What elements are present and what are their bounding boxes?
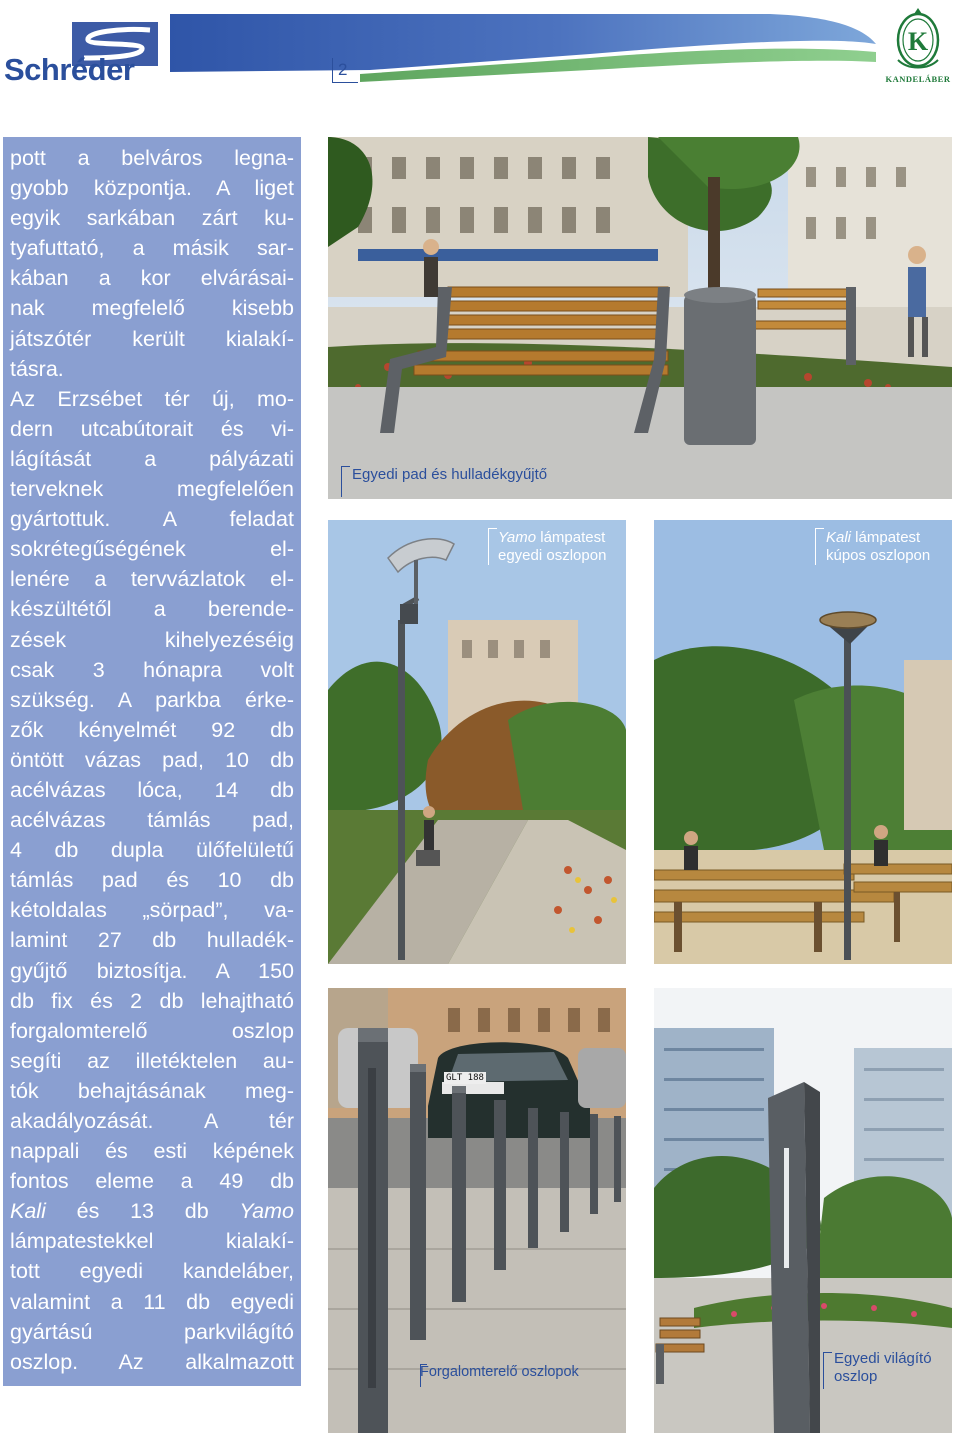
caption-bollards: Forgalomterelő oszlopok — [420, 1364, 579, 1380]
caption-kali-italic: Kali — [826, 529, 852, 546]
article-line: acélvázas támlás pad, — [10, 808, 294, 833]
article-line: Kali és 13 db Yamo — [10, 1199, 294, 1224]
article-line: készültétől a berende- — [10, 597, 294, 622]
caption-bracket — [488, 528, 497, 565]
page-number-underline — [332, 82, 358, 83]
caption-custom-line2: oszlop — [834, 1368, 878, 1385]
article-line: támlás pad és 10 db — [10, 868, 294, 893]
caption-bench: Egyedi pad és hulladékgyűjtő — [352, 466, 548, 483]
partner-logo-letter: K — [907, 27, 929, 56]
caption-yamo-rest: lámpatest — [536, 529, 606, 546]
article-line: fontos eleme a 49 db — [10, 1169, 294, 1194]
photo-yamo-lamp — [328, 520, 626, 964]
header-band — [170, 14, 880, 86]
article-line: dern utcabútorait és vi- — [10, 416, 294, 441]
article-line: lamint 27 db hulladék- — [10, 928, 294, 953]
article-line: akadályozását. A tér — [10, 1109, 294, 1133]
article-line: Az Erzsébet tér új, mo- — [10, 386, 294, 411]
article-line: egyik sarkában zárt ku- — [10, 206, 294, 231]
photo-kali-lamp — [654, 520, 952, 964]
caption-custom-line1: Egyedi világító — [834, 1350, 932, 1367]
article-line: sokrétegűségének el- — [10, 537, 294, 562]
article-line: tásra. — [10, 356, 64, 381]
article-line: lámpatestekkel kialakí- — [10, 1229, 294, 1254]
product-name: Kali — [10, 1199, 46, 1224]
article-line: terveknek megfelelően — [10, 477, 294, 502]
product-name: Yamo — [239, 1199, 294, 1224]
caption-yamo-line2: egyedi oszlopon — [498, 547, 607, 564]
article-line: lenére a tervvázlatok el- — [10, 567, 294, 592]
article-line: szükség. A parkba érke- — [10, 687, 294, 712]
caption-kali-line2: kúpos oszlopon — [826, 547, 931, 564]
caption-bracket — [823, 1352, 832, 1389]
caption-bracket — [420, 1364, 427, 1387]
article-line: valamint a 11 db egyedi — [10, 1289, 294, 1314]
article-line: kétoldalas „sörpad”, va- — [10, 898, 294, 923]
article-line: acélvázas lóca, 14 db — [10, 777, 294, 802]
article-line: tott egyedi kandeláber, — [10, 1259, 294, 1284]
article-line: játszótér került kialakí- — [10, 326, 294, 351]
photo-bench-and-bin — [328, 137, 952, 499]
caption-yamo-italic: Yamo — [498, 529, 537, 546]
article-line: zők kényelmét 92 db — [10, 717, 294, 742]
caption-kali-rest: lámpatest — [851, 529, 921, 546]
page-number: 2 — [338, 60, 348, 79]
article-line: nappali és esti képének — [10, 1139, 294, 1164]
caption-bracket — [341, 466, 350, 497]
schreder-logo — [0, 10, 162, 90]
caption-kali — [826, 529, 930, 565]
article-line: tók behajtásának meg- — [10, 1078, 294, 1103]
article-line: 4 db dupla ülőfelületű — [10, 838, 294, 863]
partner-logo-text: KANDELÁBER — [885, 74, 951, 84]
article-line: gyártottuk. A feladat — [10, 507, 294, 532]
caption-custom-column — [834, 1350, 932, 1386]
article-line: gyobb központja. A liget — [10, 176, 294, 201]
article-line: gyártású parkvilágító — [10, 1319, 294, 1344]
caption-bracket — [815, 528, 824, 565]
article-line: zések kihelyezéséig — [10, 627, 294, 652]
article-line: db fix és 2 db lehajtható — [10, 988, 294, 1013]
article-body — [10, 143, 294, 1377]
caption-yamo — [498, 529, 606, 565]
page-number-rule — [332, 58, 333, 82]
article-line: lágítását a pályázati — [10, 446, 294, 471]
article-line: öntött vázas pad, 10 db — [10, 747, 294, 772]
article-line: nak megfelelő kisebb — [10, 296, 294, 321]
brand-name: Schréder — [4, 52, 135, 87]
article-line: kában a kor elvárásai- — [10, 266, 294, 291]
article-line: oszlop. Az alkalmazott — [10, 1349, 294, 1374]
article-line: segíti az illetéktelen au- — [10, 1048, 294, 1073]
article-line: pott a belváros legna- — [10, 146, 294, 170]
article-line: gyűjtő biztosítja. A 150 — [10, 958, 294, 983]
article-line: tyafuttató, a másik sar- — [10, 236, 294, 261]
article-line: forgalomterelő oszlop — [10, 1018, 294, 1043]
license-plate: GLT 188 — [446, 1073, 484, 1083]
article-line: csak 3 hónapra volt — [10, 657, 294, 682]
